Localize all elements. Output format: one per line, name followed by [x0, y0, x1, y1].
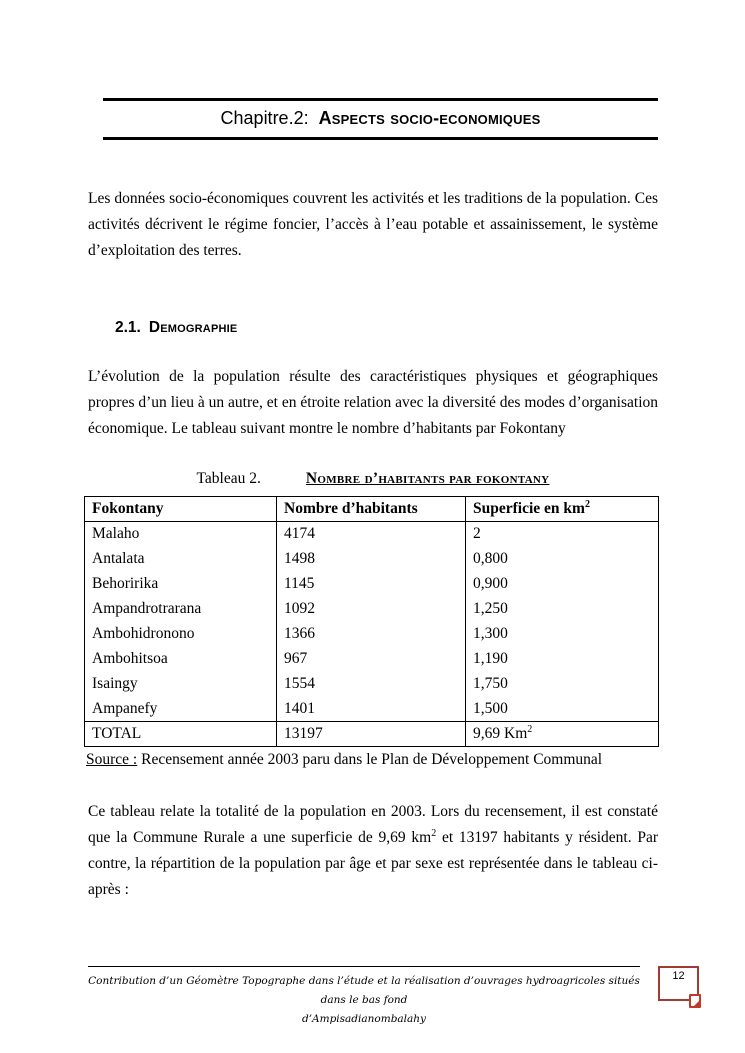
cell-fokontany: Antalata — [85, 547, 277, 572]
cell-total-habitants: 13197 — [277, 722, 466, 747]
table-row — [85, 597, 659, 622]
cell-habitants: 1554 — [277, 672, 466, 697]
table-row — [85, 647, 659, 672]
cell-habitants: 967 — [277, 647, 466, 672]
closing-paragraph: Ce tableau relate la totalité de la population en 2003. Lors du recensement, il est constaté que la Commune Rurale a une superficie de 9,69 $km^2$ et 13197 habitants y résident. Par contre, la répartition de la population par âge et par sexe est représentée dans le tableau ci-après : — [88, 803, 659, 898]
cell-total-label: TOTAL — [85, 722, 277, 747]
cell-superficie: 1,250 — [466, 597, 659, 622]
superscript: 2 — [431, 827, 437, 839]
cell-superficie: 0,900 — [466, 572, 659, 597]
page-number: 12 — [672, 970, 685, 982]
table-caption-label: Tableau 2. — [196, 470, 261, 487]
table-row — [85, 697, 659, 722]
page-number-box — [658, 966, 699, 1001]
table-total-row — [85, 722, 659, 747]
cell-habitants: 4174 — [277, 522, 466, 547]
section-paragraph: L’évolution de la population résulte des caractéristiques physiques et géographiques propres d’un lieu à un autre, et en étroite relation avec la diversité des modes d’organisation économique. Le tableau suivant montre le nombre d’habitants par Fokontany — [88, 368, 658, 437]
cell-total-superficie: 9,69 Km$^2$ — [466, 722, 659, 747]
cell-superficie: 1,750 — [466, 672, 659, 697]
footer-title-line1: Contribution d’un Géomètre Topographe dans l’étude et la réalisation d’ouvrages hydroagricoles situés dans le bas fond — [88, 975, 640, 1006]
table-caption-title: Nombre d’habitants par fokontany — [305, 470, 550, 487]
chapter-number: Chapitre.2: — [220, 108, 309, 128]
source-text: Recensement année 2003 paru dans le Plan de Développement Communal — [137, 751, 603, 768]
table-header-row — [85, 497, 659, 522]
footer-title-line2: d’Ampisadianombalahy — [301, 1013, 426, 1025]
header-fokontany: Fokontany — [85, 497, 277, 522]
cell-habitants: 1401 — [277, 697, 466, 722]
header-superficie: Superficie en $km^2$ — [466, 497, 659, 522]
fokontany-table — [84, 496, 659, 747]
source-line — [86, 751, 658, 769]
cell-fokontany: Behoririka — [85, 572, 277, 597]
cell-fokontany: Ambohitsoa — [85, 647, 277, 672]
page-curl-icon — [689, 994, 701, 1008]
table-row — [85, 572, 659, 597]
table-row — [85, 547, 659, 572]
section-heading — [115, 319, 658, 337]
cell-fokontany: Malaho — [85, 522, 277, 547]
cell-superficie: 1,190 — [466, 647, 659, 672]
superscript: 2 — [584, 498, 590, 510]
superscript: 2 — [527, 723, 533, 735]
chapter-heading — [103, 98, 658, 140]
table-row — [85, 522, 659, 547]
cell-superficie: 1,300 — [466, 622, 659, 647]
section-number: 2.1. — [115, 319, 141, 336]
cell-habitants: 1145 — [277, 572, 466, 597]
cell-superficie: 0,800 — [466, 547, 659, 572]
cell-habitants: 1366 — [277, 622, 466, 647]
header-habitants: Nombre d’habitants — [277, 497, 466, 522]
table-row — [85, 672, 659, 697]
section-title: Demographie — [148, 319, 238, 336]
page-content — [88, 0, 658, 903]
chapter-title: Aspects socio-economiques — [318, 108, 541, 128]
cell-fokontany: Ampandrotrarana — [85, 597, 277, 622]
table-row — [85, 622, 659, 647]
table-caption — [88, 470, 658, 488]
cell-superficie: 2 — [466, 522, 659, 547]
cell-habitants: 1498 — [277, 547, 466, 572]
cell-habitants: 1092 — [277, 597, 466, 622]
cell-fokontany: Ambohidronono — [85, 622, 277, 647]
source-label: Source : — [86, 751, 138, 768]
page-footer — [88, 966, 640, 1029]
intro-paragraph: Les données socio-économiques couvrent les activités et les traditions de la population. Ces activités décrivent le régime foncier, l’accès à l’eau potable et assainissement, le système d’exploitation des terres. — [88, 190, 658, 259]
cell-fokontany: Ampanefy — [85, 697, 277, 722]
cell-fokontany: Isaingy — [85, 672, 277, 697]
cell-superficie: 1,500 — [466, 697, 659, 722]
